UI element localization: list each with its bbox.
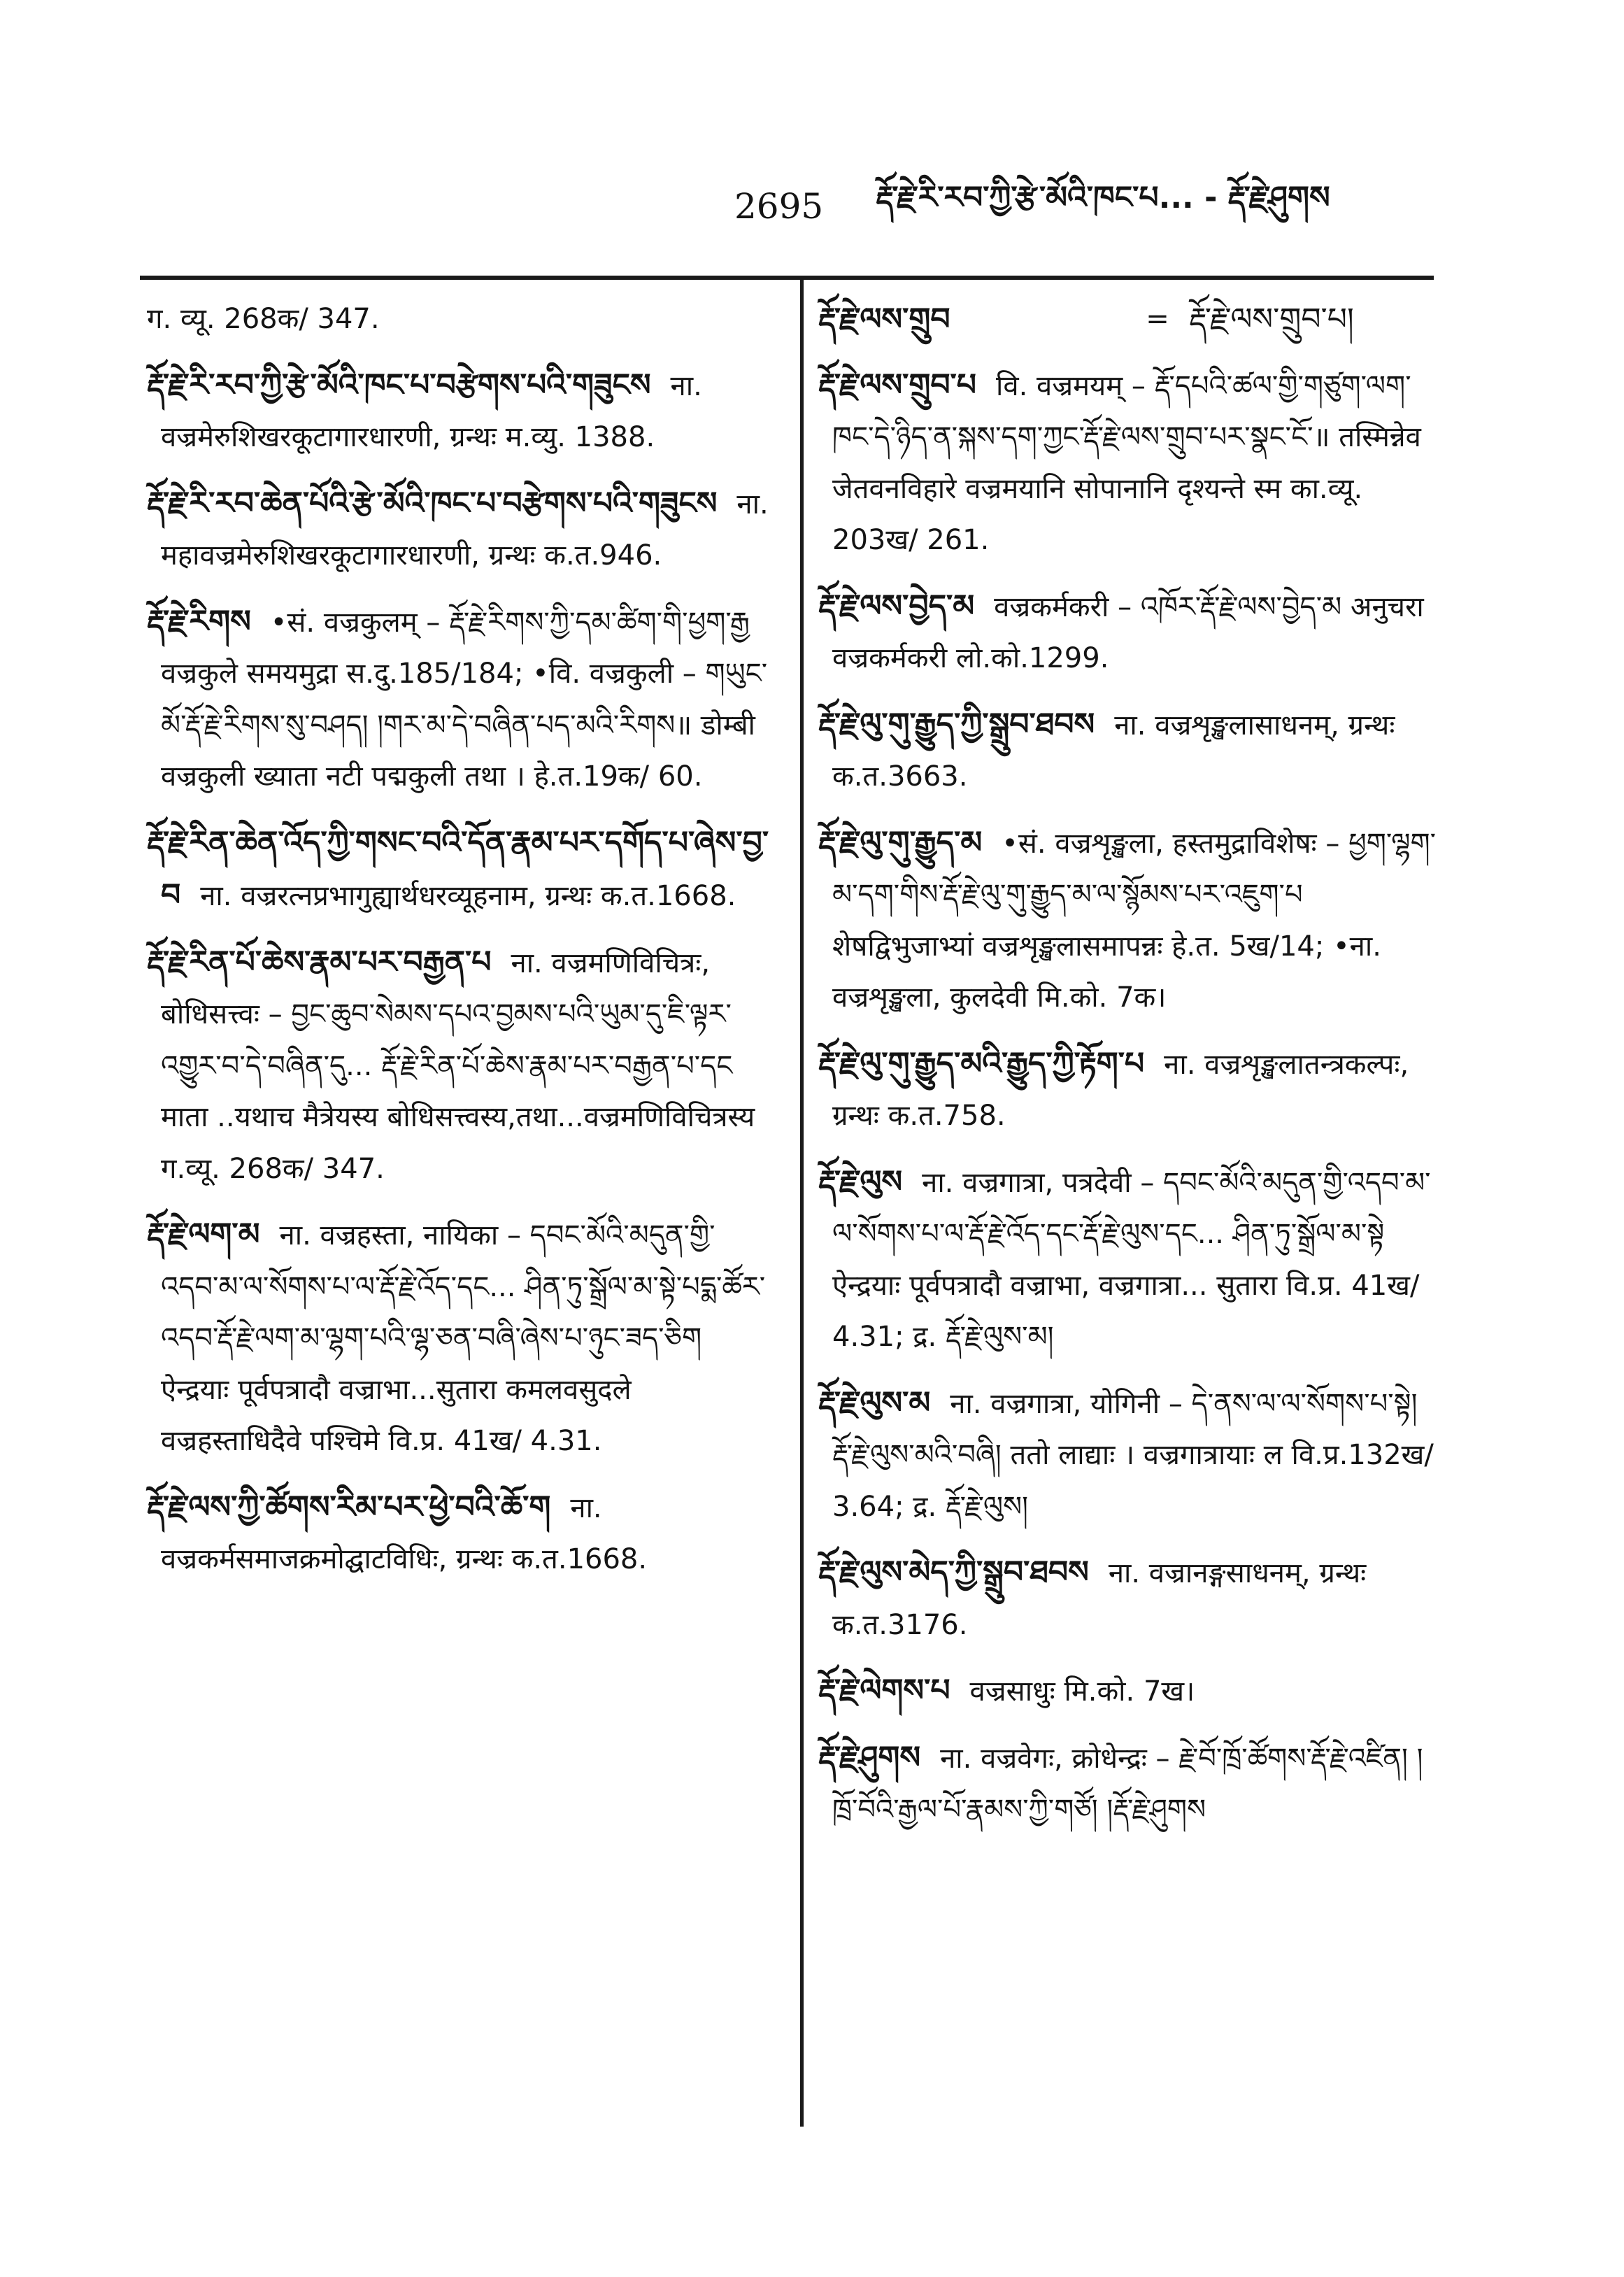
headword: རྡོ་རྗེ་ལས་ཀྱི་ཚོགས་རིམ་པར་ཕྱེ་བའི་ཆོ་ག bbox=[147, 1489, 551, 1525]
dictionary-entry bbox=[818, 1547, 1441, 1651]
dictionary-entry bbox=[147, 937, 769, 1196]
entry-body: वज्रसाधुः मि.को. 7ख। bbox=[969, 1675, 1195, 1708]
dictionary-entry bbox=[147, 1209, 769, 1468]
dictionary-entry bbox=[818, 1732, 1441, 1836]
entry-body: •सं. वज्रशृङ्खला, हस्तमुद्राविशेषः – ཕྱག་ལྷག་མ་དག་གིས་རྡོ་རྗེ་ལུ་གུ་རྒྱུད་མ་ལ་སྙོམས་པར་འཇུག་པ शेषद्विभुजाभ्यां वज्रशृङ्खलासमापन्नः हे.त. 5ख/14; •ना. वज्रशृङ्खला, कुलदेवी मि.को. 7क। bbox=[832, 827, 1437, 1014]
dictionary-entry bbox=[818, 1156, 1441, 1363]
entry-body: ना. वज्रकर्मसमाजक्रमोद्घाटविधिः, ग्रन्थः क.त.1668. bbox=[161, 1491, 648, 1575]
equals-sign: = bbox=[1146, 303, 1169, 335]
headword: རྡོ་རྗེ་རིན་པོ་ཆེས་རྣམ་པར་བརྒྱན་པ bbox=[147, 944, 492, 980]
headword: རྡོ་རྗེ་རི་རབ་ཆེན་པོའི་རྩེ་མོའི་ཁང་པ་བརྩེགས་པའི་གཟུངས bbox=[147, 485, 718, 521]
headword: རྡོ་རྗེ་ལུས་མ bbox=[818, 1384, 931, 1421]
entry-body: ना. वज्रवेगः, क्रोधेन्द्रः – རྗེ་བོ་ཁྲོ་ཚོགས་རྡོ་རྗེ་འཛིན། །ཁྲོ་བོའི་རྒྱལ་པོ་རྣམས་ཀྱི་གཙོ། །རྡོ་རྗེ་ཤུགས bbox=[832, 1742, 1423, 1826]
page-number: 2695 bbox=[734, 186, 824, 227]
headword: རྡོ་རྗེ་ལུ་གུ་རྒྱུད་ཀྱི་སྒྲུབ་ཐབས bbox=[818, 706, 1095, 742]
headword: རྡོ་རྗེ་ལུས bbox=[818, 1163, 903, 1200]
running-head: རྡོ་རྗེ་རི་རབ་ཀྱི་རྩེ་མོའི་ཁང་པ... - རྡོ་རྗེ་ཤུགས bbox=[876, 180, 1330, 215]
headword: རྡོ་རྗེ་རི་རབ་ཀྱི་རྩེ་མོའི་ཁང་པ་བརྩེགས་པའི་གཟུངས bbox=[147, 367, 651, 403]
headword: རྡོ་རྗེ་ལས་གྲུབ་པ bbox=[818, 367, 976, 403]
entry-body: ना. वज्ररत्नप्रभागुह्यार्थधरव्यूहनाम, ग्रन्थः क.त.1668. bbox=[200, 880, 736, 912]
continuation-text: ग. व्यू. 268क/ 347. bbox=[147, 303, 380, 335]
entry-body: ना. वज्रानङ्गसाधनम्, ग्रन्थः क.त.3176. bbox=[832, 1557, 1367, 1641]
dictionary-entry bbox=[818, 1377, 1441, 1533]
entry-body: ना. वज्रशृङ्खलातन्त्रकल्पः, ग्रन्थः क.त.758. bbox=[832, 1048, 1409, 1132]
headword: རྡོ་རྗེ་རིགས bbox=[147, 603, 251, 639]
dictionary-entry bbox=[818, 360, 1441, 567]
headword: རྡོ་རྗེ་ལས་གྲུབ bbox=[818, 302, 950, 337]
left-column bbox=[147, 294, 769, 1600]
entry-body: •सं. वज्रकुलम् – རྡོ་རྗེ་རིགས་ཀྱི་དམ་ཚིག་གི་ཕྱག་རྒྱ वज्रकुले समयमुद्रा स.दु.185/184; •वि. वज्रकुली – གཡུང་མོ་རྡོ་རྗེ་རིགས་སུ་བཤད། །གར་མ་དེ་བཞིན་པད་མའི་རིགས॥ डोम्बी वज्रकुली ख्याता नटी पद्मकुली तथा । हे.त.19क/ 60. bbox=[161, 606, 768, 793]
dictionary-entry bbox=[147, 360, 769, 464]
entry-body: ना. वज्रशृङ्खलासाधनम्, ग्रन्थः क.त.3663. bbox=[832, 709, 1395, 793]
entry-body: ना. वज्रहस्ता, नायिका – དབང་མོའི་མདུན་གྱི་འདབ་མ་ལ་སོགས་པ་ལ་རྡོ་རྗེ་འོད་དང... ཤིན་ཏུ་སྒྲོལ་མ་སྟེ་པདྨ་ཚོར་འདབ་རྡོ་རྗེ་ལག་མ་ལྷག་པའི་ལྷ་ཅན་བཞི་ཞེས་པ་ཉུང་ཟད་ཅིག ऐन्द्रयाः पूर्वपत्रादौ वज्राभा...सुतारा कमलवसुदले वज्रहस्ताधिदैवे पश्चिमे वि.प्र. 41ख/ 4.31. bbox=[161, 1219, 766, 1457]
entry-body: ना. वज्रमणिविचित्रः, बोधिसत्त्वः – བྱང་ཆུབ་སེམས་དཔའ་བྱམས་པའི་ཡུམ་དུ་ཇི་ལྟར་འགྱུར་བ་དེ་བཞིན་དུ... རྡོ་རྗེ་རིན་པོ་ཆེས་རྣམ་པར་བརྒྱན་པ་དང माता ..यथाच मैत्रेयस्य बोधिसत्त्वस्य,तथा...वज्रमणिविचित्रस्य ग.व्यू. 268क/ 347. bbox=[161, 946, 755, 1185]
dictionary-entry bbox=[818, 581, 1441, 685]
headword: རྡོ་རྗེ་ཤུགས bbox=[818, 1739, 921, 1775]
entry-body: ना. वज्रगात्रा, पत्रदेवी – དབང་མོའི་མདུན་གྱི་འདབ་མ་ལ་སོགས་པ་ལ་རྡོ་རྗེ་འོད་དང་རྡོ་རྗེ་ལུས་དང... ཤིན་ཏུ་སྒྲོལ་མ་སྟེ ऐन्द्रयाः पूर्वपत्रादौ वज्राभा, वज्रगात्रा... सुतारा वि.प्र. 41ख/ 4.31; द्र. རྡོ་རྗེ་ལུས་མ། bbox=[832, 1166, 1431, 1353]
headword: རྡོ་རྗེ་རིན་ཆེན་འོད་ཀྱི་གསང་བའི་དོན་རྣམ་པར་དགོད་པ་ཞེས་བྱ་བ bbox=[147, 824, 769, 913]
entry-body: ना. महावज्रमेरुशिखरकूटागारधारणी, ग्रन्थः क.त.946. bbox=[161, 488, 769, 572]
headword: རྡོ་རྗེ་ལག་མ bbox=[147, 1216, 260, 1252]
entry-body: ना. वज्रगात्रा, योगिनी – དེ་ནས་ལ་ལ་སོགས་པ་སྟེ། རྡོ་རྗེ་ལུས་མའི་བཞི། ततो लाद्याः । वज्रगात्रायाः ल वि.प्र.132ख/ 3.64; द्र. རྡོ་རྗེ་ལུས། bbox=[832, 1387, 1434, 1523]
dictionary-entry bbox=[818, 1038, 1441, 1142]
entry-body: वज्रकर्मकरी – འཁོར་རྡོ་རྗེ་ལས་བྱེད་མ अनुचरा वज्रकर्मकरी लो.को.1299. bbox=[832, 590, 1424, 674]
dictionary-entry bbox=[147, 596, 769, 803]
dictionary-entry bbox=[147, 1482, 769, 1586]
right-column bbox=[818, 294, 1441, 1850]
headword: རྡོ་རྗེ་ལུ་གུ་རྒྱུད་མ bbox=[818, 824, 983, 860]
dictionary-entry bbox=[818, 817, 1441, 1024]
cross-reference-entry bbox=[818, 294, 1441, 346]
headword: རྡོ་རྗེ་ལུས་མེད་ཀྱི་སྒྲུབ་ཐབས bbox=[818, 1554, 1089, 1590]
dictionary-entry bbox=[147, 478, 769, 582]
headword: རྡོ་རྗེ་ལེགས་པ bbox=[818, 1673, 950, 1708]
cross-reference-target: རྡོ་རྗེ་ལས་གྲུབ་པ། bbox=[1189, 302, 1354, 337]
dictionary-entry bbox=[818, 1665, 1441, 1718]
dictionary-entry bbox=[147, 817, 769, 923]
entry-body: ना. वज्रमेरुशिखरकूटागारधारणी, ग्रन्थः म.व्यु. 1388. bbox=[161, 369, 702, 453]
column-divider bbox=[800, 280, 804, 2127]
entry-body: वि. वज्रमयम् – རྡོ་དཔའི་ཚལ་གྱི་གཙུག་ལག་ཁང་དེ་ཉིད་ན་སྐས་དག་ཀྱང་རྡོ་རྗེ་ལས་གྲུབ་པར་སྣང་ངོ་॥ तस्मिन्नेव जेतवनविहारे वज्रमयानि सोपानानि दृश्यन्ते स्म का.व्यू. 203ख/ 261. bbox=[832, 369, 1421, 556]
headword: རྡོ་རྗེ་ལུ་གུ་རྒྱུད་མའི་རྒྱུད་ཀྱི་རྟོག་པ bbox=[818, 1045, 1145, 1081]
page-header bbox=[734, 178, 1434, 234]
dictionary-entry bbox=[818, 699, 1441, 803]
header-rule bbox=[140, 276, 1434, 280]
headword: རྡོ་རྗེ་ལས་བྱེད་མ bbox=[818, 588, 975, 624]
